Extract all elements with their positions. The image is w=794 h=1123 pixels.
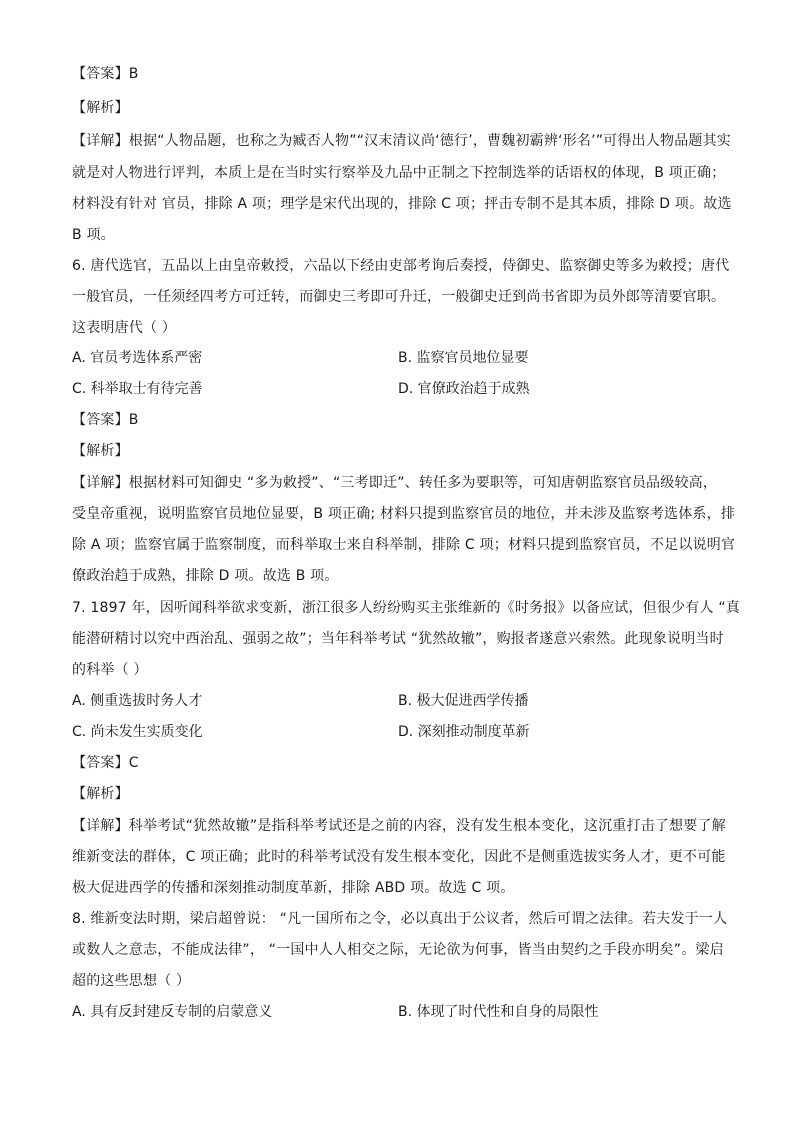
q6-detail-line-1: 【详解】根据材料可知御史 “多为敕授”、“三考即迁”、转任多为要职等，可知唐朝监察官员品级较高， (72, 475, 718, 491)
q6-analysis-label: 【解析】 (72, 443, 129, 459)
q6-detail-line-3: 除 A 项；监察官属于监察制度，而科举取士来自科举制，排除 C 项；材料只提到监察官员，不足以说明官 (72, 537, 736, 553)
q5-detail-line-2: 就是对人物进行评判，本质上是在当时实行察举及九品中正制之下控制选举的话语权的体现，B 项正确； (72, 165, 726, 181)
q6-detail-line-2: 受皇帝重视，说明监察官员地位显要，B 项正确; 材料只提到监察官员的地位，并未涉及监察考选体系，排 (72, 506, 736, 522)
q6-option-a: A. 官员考选体系严密 (72, 350, 203, 366)
q8-stem-line-3: 超的这些思想（ ） (72, 973, 191, 989)
q8-option-b: B. 体现了时代性和自身的局限性 (398, 1004, 599, 1020)
q8-stem-line-1: 8. 维新变法时期，梁启超曾说： “凡一国所布之令，必以真出于公议者，然后可谓之法律。若夫发于一人 (72, 911, 728, 927)
q5-detail-line-3: 材料没有针对 官员，排除 A 项；理学是宋代出现的，排除 C 项；抨击专制不是其本质，排除 D 项。故选 (72, 196, 732, 212)
q7-detail-line-2: 维新变法的群体，C 项正确；此时的科举考试没有发生根本变化，因此不是侧重选拔实务人才，更不可能 (72, 849, 726, 865)
q7-analysis-label: 【解析】 (72, 786, 129, 802)
q7-detail-line-1: 【详解】科举考试“犹然故辙”是指科举考试还是之前的内容，没有发生根本变化，这沉重打击了想要了解 (72, 818, 726, 834)
q6-stem-line-2: 一般官员，一任须经四考方可迁转，而御史三考即可升迁，一般御史迁到尚书省即为员外郎等清要官职。 (72, 289, 726, 305)
q6-option-c: C. 科举取士有待完善 (72, 381, 203, 397)
q5-analysis-label: 【解析】 (72, 100, 129, 116)
q6-option-d: D. 官僚政治趋于成熟 (398, 381, 530, 397)
q5-answer: 【答案】B (72, 66, 139, 82)
q8-stem-line-2: 或数人之意志，不能成法律”， “一国中人人相交之际，无论欲为何事，皆当由契约之手段亦明矣”。梁启 (72, 942, 724, 958)
q6-option-b: B. 监察官员地位显要 (398, 350, 529, 366)
q7-answer: 【答案】C (72, 755, 139, 771)
q7-stem-line-1: 7. 1897 年，因听闻科举欲求变新，浙江很多人纷纷购买主张维新的《时务报》以备应试，但很少有人 “真 (72, 600, 740, 616)
q7-option-d: D. 深刻推动制度革新 (398, 724, 530, 740)
q7-option-b: B. 极大促进西学传播 (398, 693, 529, 709)
q6-answer: 【答案】B (72, 412, 139, 428)
q7-detail-line-3: 极大促进西学的传播和深刻推动制度革新，排除 ABD 项。故选 C 项。 (72, 880, 515, 896)
q8-option-a: A. 具有反封建反专制的启蒙意义 (72, 1004, 273, 1020)
q6-stem-line-1: 6. 唐代选官，五品以上由皇帝敕授，六品以下经由吏部考询后奏授，侍御史、监察御史等多为敕授；唐代 (72, 258, 730, 274)
q5-detail-line-4: B 项。 (72, 227, 115, 243)
q7-stem-line-3: 的科举（ ） (72, 662, 148, 678)
q7-stem-line-2: 能潜研精讨以究中西治乱、强弱之故”；当年科举考试 “犹然故辙”，购报者遂意兴索然。此现象说明当时 (72, 631, 724, 647)
q7-option-a: A. 侧重选拔时务人才 (72, 693, 203, 709)
q6-stem-line-3: 这表明唐代（ ） (72, 320, 177, 336)
q7-option-c: C. 尚未发生实质变化 (72, 724, 203, 740)
q5-detail-line-1: 【详解】根据“人物品题，也称之为臧否人物”“汉末清议尚‘德行’，曹魏初霸辨‘形名’”可得出人物品题其实 (72, 133, 732, 149)
q6-detail-line-4: 僚政治趋于成熟，排除 D 项。故选 B 项。 (72, 568, 339, 584)
